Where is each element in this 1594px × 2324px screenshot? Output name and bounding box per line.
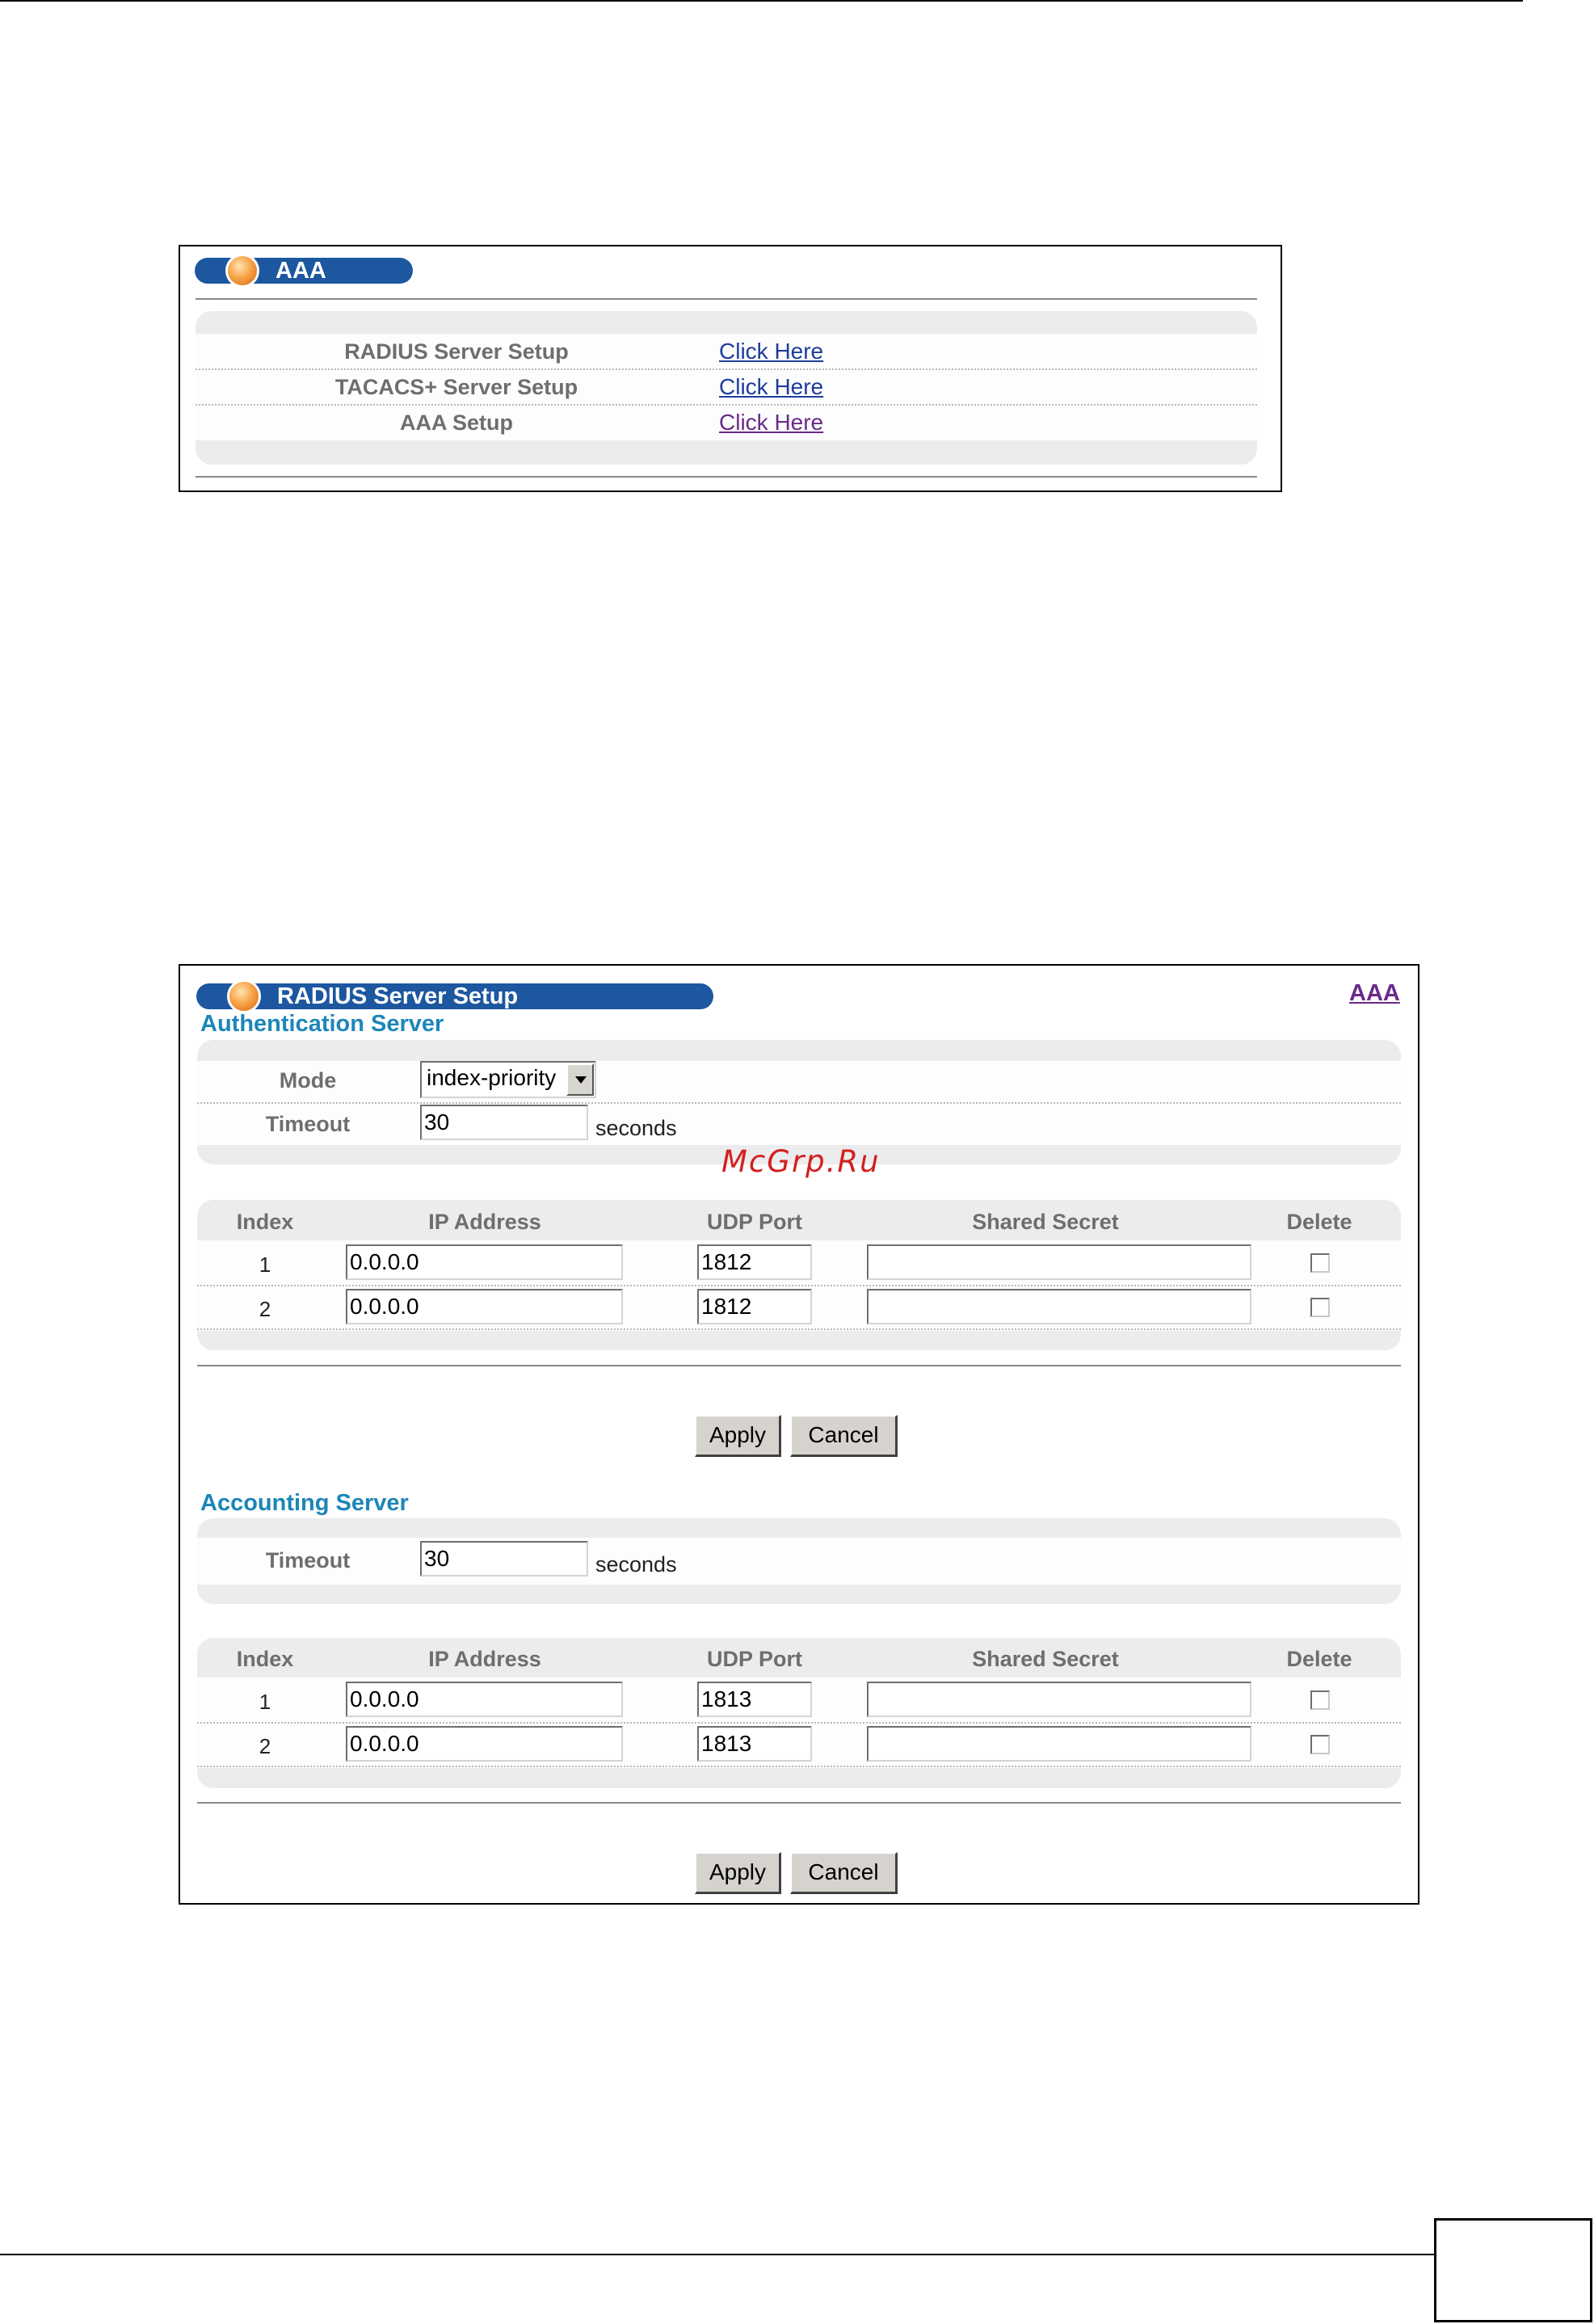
acct-apply-button[interactable]: Apply — [695, 1852, 781, 1894]
acct-row-1-udp-input[interactable]: 1813 — [697, 1682, 812, 1717]
acct-cancel-button[interactable]: Cancel — [790, 1852, 898, 1894]
aaa-title-divider — [196, 298, 1257, 300]
auth-server-title: Authentication Server — [200, 1011, 444, 1037]
radius-panel — [179, 964, 1419, 1905]
acct-timeout-unit: seconds — [595, 1552, 677, 1577]
aaa-title-bar — [195, 258, 413, 284]
auth-row-2-index: 2 — [259, 1297, 271, 1321]
tacacs-setup-label: TACACS+ Server Setup — [334, 375, 578, 399]
aaa-setup-link[interactable]: Click Here — [719, 410, 824, 435]
auth-timeout-unit: seconds — [595, 1116, 677, 1140]
acct-timeout-input[interactable]: 30 — [420, 1541, 588, 1577]
auth-divider — [197, 1365, 1401, 1366]
acct-header-delete: Delete — [1286, 1647, 1352, 1671]
acct-header-secret: Shared Secret — [972, 1647, 1119, 1671]
acct-row-1-ip-input[interactable]: 0.0.0.0 — [346, 1682, 623, 1717]
auth-row-2-secret-input[interactable] — [867, 1289, 1251, 1324]
aaa-title: AAA — [275, 258, 326, 284]
row-separator — [196, 368, 1257, 370]
row-separator — [197, 1102, 1401, 1104]
auth-row-1-secret-input[interactable] — [867, 1244, 1251, 1280]
acct-divider — [197, 1802, 1401, 1804]
auth-timeout-input[interactable]: 30 — [420, 1105, 588, 1140]
radius-setup-label: RADIUS Server Setup — [344, 339, 569, 364]
acct-header-ip: IP Address — [428, 1647, 541, 1671]
acct-settings-rows — [197, 1538, 1401, 1585]
page-number-box — [1434, 2218, 1592, 2322]
auth-header-ip: IP Address — [428, 1210, 541, 1234]
acct-row-2-delete-checkbox[interactable] — [1310, 1735, 1330, 1754]
auth-header-secret: Shared Secret — [972, 1210, 1119, 1234]
auth-cancel-button[interactable]: Cancel — [790, 1415, 898, 1457]
watermark-text: McGrp.Ru — [721, 1144, 881, 1179]
acct-row-1-secret-input[interactable] — [867, 1682, 1251, 1717]
acct-header-udp: UDP Port — [706, 1647, 803, 1671]
aaa-panel — [179, 245, 1282, 492]
radius-title: RADIUS Server Setup — [277, 983, 519, 1009]
acct-timeout-label: Timeout — [265, 1548, 351, 1572]
acct-row-1-delete-checkbox[interactable] — [1310, 1690, 1330, 1710]
row-separator — [197, 1722, 1401, 1724]
row-separator — [197, 1285, 1401, 1286]
auth-row-2-ip-input[interactable]: 0.0.0.0 — [346, 1289, 623, 1324]
mode-select-button[interactable] — [566, 1063, 594, 1096]
radius-title-bar — [196, 983, 713, 1009]
aaa-setup-label: AAA Setup — [400, 410, 513, 435]
auth-header-index: Index — [236, 1210, 294, 1234]
auth-row-2-delete-checkbox[interactable] — [1310, 1298, 1330, 1317]
row-separator — [197, 1766, 1401, 1767]
auth-apply-button[interactable]: Apply — [695, 1415, 781, 1457]
acct-row-2-index: 2 — [259, 1734, 271, 1758]
auth-row-1-ip-input[interactable]: 0.0.0.0 — [346, 1244, 623, 1280]
acct-row-2-udp-input[interactable]: 1813 — [697, 1726, 812, 1762]
page-bottom-rule — [0, 2254, 1434, 2255]
row-separator — [197, 1328, 1401, 1330]
auth-timeout-label: Timeout — [265, 1112, 351, 1136]
chevron-down-icon — [575, 1076, 587, 1084]
orb-icon — [227, 979, 261, 1013]
auth-header-delete: Delete — [1286, 1210, 1352, 1234]
auth-row-1-delete-checkbox[interactable] — [1310, 1253, 1330, 1273]
mode-label: Mode — [279, 1068, 337, 1093]
page-top-rule — [0, 0, 1523, 2]
auth-row-2-udp-input[interactable]: 1812 — [697, 1289, 812, 1324]
tacacs-setup-link[interactable]: Click Here — [719, 374, 824, 399]
mode-select[interactable] — [420, 1061, 596, 1098]
auth-row-1-index: 1 — [259, 1253, 271, 1277]
acct-header-index: Index — [236, 1647, 294, 1671]
mode-select-value: index-priority — [427, 1065, 557, 1090]
auth-row-1-udp-input[interactable]: 1812 — [697, 1244, 812, 1280]
acct-row-2-secret-input[interactable] — [867, 1726, 1251, 1762]
acct-server-title: Accounting Server — [200, 1490, 409, 1516]
aaa-nav-link[interactable]: AAA — [1349, 980, 1400, 1006]
radius-setup-link[interactable]: Click Here — [719, 339, 824, 364]
row-separator — [196, 404, 1257, 406]
auth-header-udp: UDP Port — [706, 1210, 803, 1234]
acct-row-2-ip-input[interactable]: 0.0.0.0 — [346, 1726, 623, 1762]
orb-icon — [225, 254, 259, 288]
aaa-bottom-divider — [196, 476, 1257, 478]
acct-row-1-index: 1 — [259, 1690, 271, 1714]
